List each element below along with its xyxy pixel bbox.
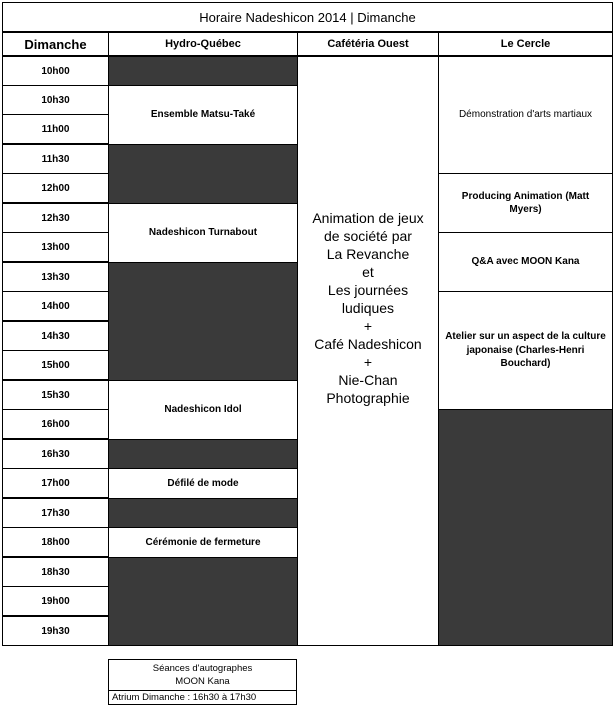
blocked-slot [108,439,298,469]
blocked-slot [438,409,613,646]
cafe-line: Café Nadeshicon [314,336,422,352]
cafe-line: Nie-Chan [338,372,398,388]
event-ceremonie-de-fermeture: Cérémonie de fermeture [108,527,298,558]
event-nadeshicon-idol: Nadeshicon Idol [108,380,298,440]
cafe-line: La Revanche [326,246,410,262]
blocked-slot [108,262,298,381]
time-slot: 12h30 [2,203,109,233]
autograph-legend [108,659,297,705]
time-slot: 10h30 [2,85,109,115]
time-slot: 13h30 [2,262,109,292]
blocked-slot [108,144,298,204]
blocked-slot [108,56,298,86]
time-slot: 15h30 [2,380,109,410]
schedule-title: Horaire Nadeshicon 2014 | Dimanche [2,2,613,32]
event-ensemble-matsu-take: Ensemble Matsu-Také [108,85,298,145]
event-qa-moon-kana: Q&A avec MOON Kana [438,232,613,292]
time-slot: 16h00 [2,409,109,439]
time-slot: 11h30 [2,144,109,174]
legend-line-2: MOON Kana [175,676,230,687]
time-slot: 19h00 [2,586,109,616]
cafe-line: ludiques [341,300,395,316]
time-slot: 19h30 [2,616,109,646]
cafe-line: Animation de jeux [312,210,424,226]
column-header-hydro-quebec: Hydro-Québec [108,32,298,56]
event-atelier-culture-japonaise: Atelier sur un aspect de la culture japonaise (Charles-Henri Bouchard) [438,291,613,410]
legend-line-3: Atrium Dimanche : 16h30 à 17h30 [109,690,296,704]
blocked-slot [108,498,298,528]
cafe-line: de société par [324,228,412,244]
column-header-le-cercle: Le Cercle [438,32,613,56]
event-producing-animation: Producing Animation (Matt Myers) [438,173,613,233]
time-slot: 18h00 [2,527,109,557]
time-slot: 10h00 [2,56,109,86]
cafe-line: Photographie [326,390,410,406]
cafe-line: et [362,264,374,280]
column-header-dimanche: Dimanche [2,32,109,56]
legend-line-1: Séances d'autographes [152,663,253,674]
time-slot: 14h00 [2,291,109,321]
time-slot: 15h00 [2,350,109,380]
time-slot: 16h30 [2,439,109,469]
time-slot: 18h30 [2,557,109,587]
event-defile-de-mode: Défilé de mode [108,468,298,499]
event-cafeteria-animation [297,56,439,646]
cafe-line: Les journées [327,282,409,298]
time-slot: 13h00 [2,232,109,262]
time-slot: 17h00 [2,468,109,498]
column-header-cafeteria-ouest: Cafétéria Ouest [297,32,439,56]
event-nadeshicon-turnabout: Nadeshicon Turnabout [108,203,298,263]
cafe-line: + [363,354,373,370]
time-slot: 12h00 [2,173,109,203]
blocked-slot [108,557,298,646]
time-slot: 14h30 [2,321,109,351]
time-slot: 17h30 [2,498,109,528]
time-slot: 11h00 [2,114,109,144]
event-demonstration-arts-martiaux: Démonstration d'arts martiaux [438,56,613,174]
cafe-line: + [363,318,373,334]
